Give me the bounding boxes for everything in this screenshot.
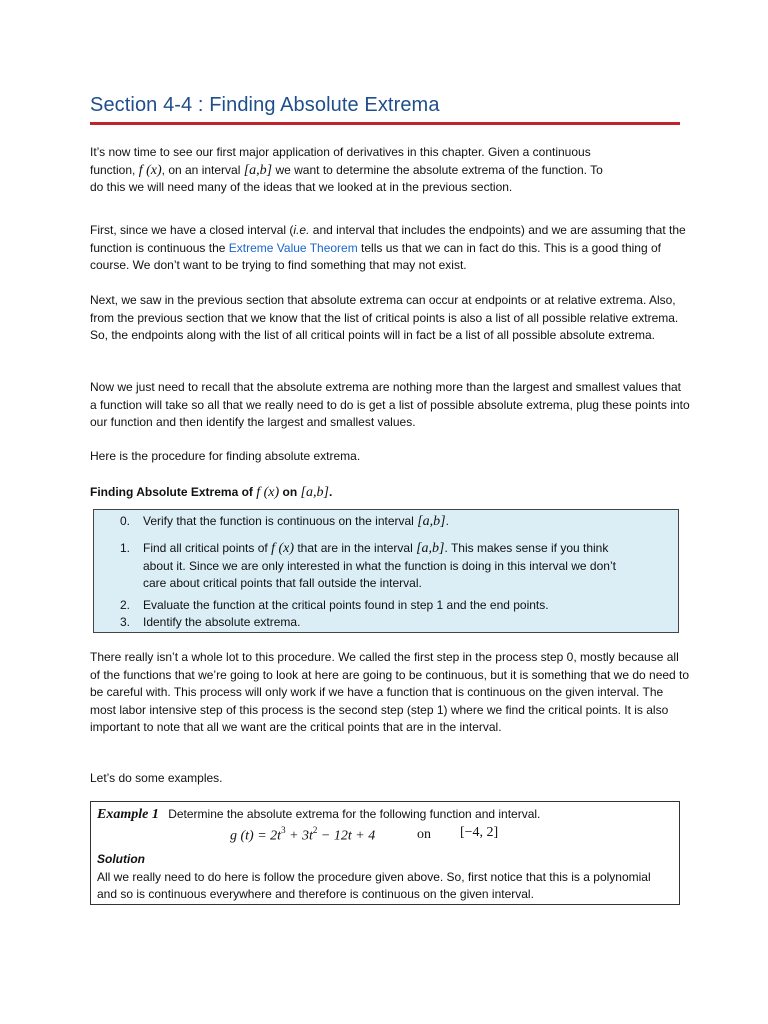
intro-line-2: function, f (x), on an interval [a,b] we want to determine the absolute extrema of the function. To [90,162,603,178]
procedure-heading: Finding Absolute Extrema of f (x) on [a,b]. [90,485,333,500]
procedure-discussion-paragraph: There really isn’t a whole lot to this procedure. We called the first step in the process step 0, mostly because all of the functions that we’re going to look at here are going to be continuous, but it is something that we do need to be careful with. This process will only work if we have a function that is continuous on the given interval. The most labor intensive step of this process is the second step (step 1) where we find the critical points. It is also important to note that all we want are the critical points that are in the interval. [90,650,690,734]
closed-interval-paragraph: First, since we have a closed interval (i.e. and interval that includes the endpoints) and we are assuming that the function is continuous the Extreme Value Theorem tells us that we can in fact do this. This is a good thing of course. We don’t want to be trying to find something that may not exist. [90,223,686,272]
endpoints-paragraph: Next, we saw in the previous section that absolute extrema can occur at endpoints or at relative extrema. Also, from the previous section that we know that the list of critical points is also a list of all possible relative extrema. So, the endpoints along with the list of all critical points will in fact be a list of all possible absolute extrema. [90,293,679,342]
title-divider [90,122,680,125]
math-fx: f (x) [256,485,280,500]
example-label: Example 1 [97,807,159,822]
example-prompt: Determine the absolute extrema for the following function and interval. [168,807,541,821]
math-fx: f (x) [138,162,162,178]
intro-paragraph [90,144,690,197]
largest-smallest-paragraph: Now we just need to recall that the absolute extrema are nothing more than the largest and smallest values that a function will take so all that we really need to do is get a list of possible absolute extrema, plug these points into our function and then identify the largest and smallest values. [90,380,690,429]
page-title: Section 4-4 : Finding Absolute Extrema [90,94,440,116]
math-interval: [a,b] [416,541,445,556]
document-page: Section 4-4 : Finding Absolute Extrema It’s now time to see our first major application of derivatives in this chapter. Given a continuous function, f (x), on an interval [a,b] we want to determine the absolute extrema of the function. To do this we will need many of the ideas that we looked at in the previous section. First, since we have a closed interval (i.e. and interval that includes the endpoints) and we are assuming that the function is continuous the Extreme Value Theorem tells us that we can in fact do this. This is a good thing of course. We don’t want to be trying to find something that may not exist. Next, we saw in the previous section that absolute extrema can occur at endpoints or at relative extrema. Also, from the previous section that we know that the list of critical points is also a list of all possible relative extrema. So, the endpoints along with the list of all critical points will in fact be a list of all possible absolute extrema. Now we just need to recall that the absolute extrema are nothing more than the largest and smallest values that a function will take so all that we really need to do is get a list of possible absolute extrema, plug these points into our function and then identify the largest and smallest values. Here is the procedure for finding absolute extrema. Finding Absolute Extrema of f (x) on [a,b]. 0. Verify that the function is continuous on the interval [a,b]. 1. Find all critical points of f (x) that are in the interval [a,b]. This makes sense if you think about it. Since we are only interested in what the function is doing in this interval we don’t care about critical points that fall outside the interval. 2. Evaluate the function at the critical points found in step 1 and the end points. 3. Identify the absolute extrema. There really isn’t a whole lot to this procedure. We called the first step in the process step 0, mostly because all of the functions that we’re going to look at here are going to be continuous, but it is something that we do need to be careful with. This process will only work if we have a function that is continuous on the given interval. The most labor intensive step of this process is the second step (step 1) where we find the critical points. It is also important to note that all we want are the critical points that are in the interval. Let’s do some examples. Example 1 Determine the absolute extrema for the following function and interval. g $(t) = 2t^3 + 3t^2 - 12t + 4$ on [−4, 2] Solution All we really need to do here is follow the procedure given above. So, first notice that this is a polynomial and so is continuous everywhere and therefore is continuous on the given interval. [0,0,768,1024]
example-1-equation: g $(t) = 2t^3 + 3t^2 - 12t + 4$ [230,825,376,844]
example-1-solution [97,851,667,904]
example-1-interval: [−4, 2] [460,825,499,840]
example-1-on: on [417,827,431,842]
intro-line-3: do this we will need many of the ideas that we looked at in the previous section. [90,180,513,194]
solution-label: Solution [97,852,145,866]
math-interval: [a,b] [417,514,446,529]
math-interval: [a,b] [300,485,329,500]
math-fx: f (x) [271,541,294,556]
procedure-intro: Here is the procedure for finding absolute extrema. [90,449,361,463]
extreme-value-theorem-link[interactable]: Extreme Value Theorem [228,240,358,255]
solution-text: All we really need to do here is follow the procedure given above. So, first notice that this is a polynomial and so is continuous everywhere and therefore is continuous on the given interval. [97,869,651,901]
math-interval: [a,b] [243,162,273,178]
example-1-header [97,806,667,824]
intro-line-1: It’s now time to see our first major application of derivatives in this chapter. Given a continuous [90,145,591,159]
examples-intro: Let’s do some examples. [90,771,223,785]
